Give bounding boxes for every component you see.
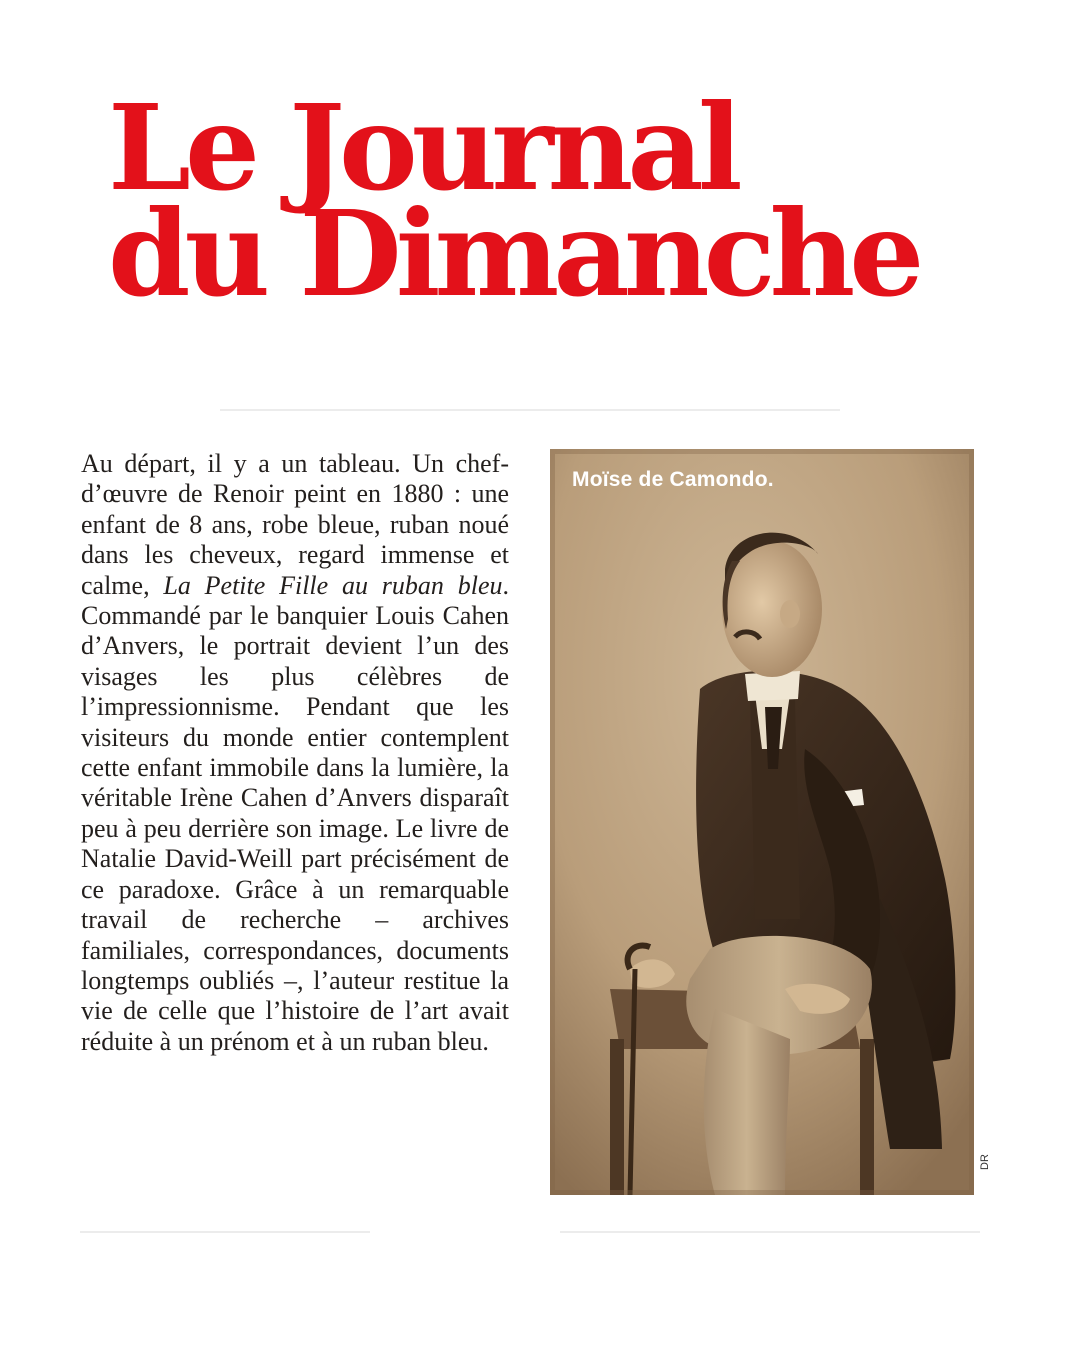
bottom-rule-left xyxy=(80,1231,370,1233)
masthead-line-2: du Dimanche xyxy=(108,184,919,323)
masthead-line-1: Le Journal xyxy=(108,78,737,217)
masthead-logo xyxy=(108,78,988,323)
article-text-end: . Commandé par le banquier Louis Cahen d’Anvers, le portrait devient l’un des visages les plus célèbres de l’impressionnisme. Pendant que les visiteurs du monde entier contemplent cette enfant immobile dans la lumière, la véritable Irène Cahen d’Anvers disparaît peu à peu derrière son image. Le livre de Natalie David-Weill part précisément de ce paradoxe. Grâce à un remarquable travail de recherche – archives familiales, correspondances, documents longtemps oubliés –, l’auteur restitue la vie de celle que l’histoire de l’art avait réduite à un prénom et à un ruban bleu. xyxy=(81,570,509,1056)
painting-title: La Petite Fille au ruban bleu xyxy=(163,570,503,600)
photo-caption: Moïse de Camondo. xyxy=(572,468,774,491)
top-rule xyxy=(220,409,840,411)
photo-credit: DR xyxy=(979,1154,991,1170)
portrait-photo xyxy=(550,449,974,1195)
portrait-illustration xyxy=(550,449,974,1195)
article-body xyxy=(81,449,509,1057)
bottom-rule-right xyxy=(560,1231,980,1233)
article-text-start: Au départ, il y a un tableau. Un chef-d’œuvre de Renoir peint en 1880 : une enfant de 8 ans, robe bleue, ruban noué dans les cheveux, regard immense et calme, xyxy=(81,449,509,600)
